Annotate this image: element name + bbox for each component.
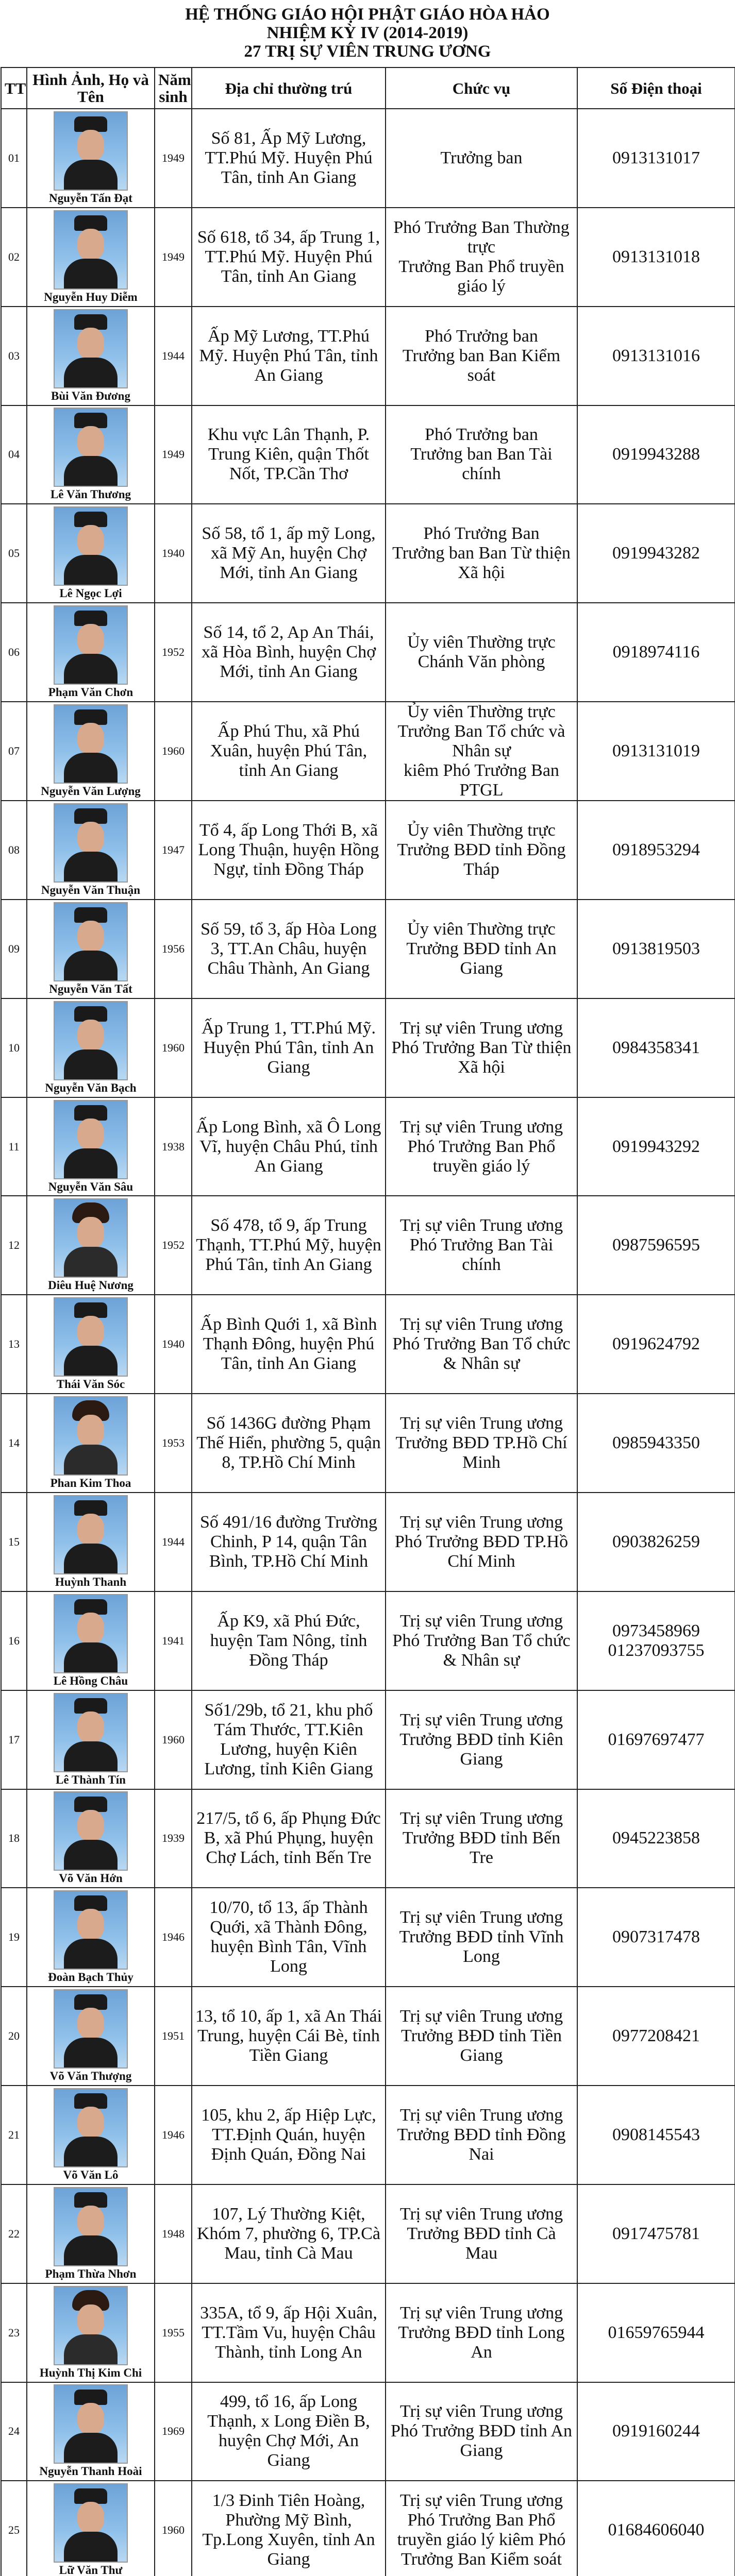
portrait-block [30,704,151,798]
cell-phone: 0913131016 [577,307,735,405]
table-row [1,2481,735,2576]
cell-address: Số 14, tổ 2, Ap An Thái, xã Hòa Bình, huyện Chợ Mới, tỉnh An Giang [192,603,386,702]
cell-photo-name [27,208,155,307]
cell-year: 1953 [155,1394,192,1493]
portrait-block [30,1198,151,1292]
cell-address: Ấp Long Bình, xã Ô Long Vĩ, huyện Châu Phú, tỉnh An Giang [192,1097,386,1196]
col-year: Năm sinh [155,67,192,109]
cell-tt: 16 [1,1591,27,1690]
cell-tt: 03 [1,307,27,405]
cell-tt: 05 [1,504,27,603]
portrait-photo [54,1100,128,1179]
cell-phone: 0913131019 [577,702,735,801]
col-tt: TT [1,67,27,109]
portrait-photo [54,1989,128,2069]
cell-position: Trị sự viên Trung ương Phó Trưởng Ban Từ thiện Xã hội [386,998,577,1097]
cell-position: Trị sự viên Trung ương Phó Trưởng Ban Phổ truyền giáo lý kiêm Phó Trưởng Ban Kiểm soát [386,2481,577,2576]
cell-year: 1969 [155,2382,192,2481]
cell-position: Trị sự viên Trung ương Trưởng BĐD tỉnh Bến Tre [386,1789,577,1888]
portrait-block [30,1297,151,1391]
cell-tt: 14 [1,1394,27,1493]
cell-year: 1960 [155,2481,192,2576]
cell-phone: 0984358341 [577,998,735,1097]
cell-tt: 10 [1,998,27,1097]
portrait-photo [54,210,128,290]
portrait-block [30,2187,151,2281]
cell-year: 1946 [155,1888,192,1987]
cell-year: 1948 [155,2184,192,2283]
cell-photo-name [27,1097,155,1196]
table-row [1,2086,735,2184]
cell-tt: 09 [1,900,27,998]
table-row [1,504,735,603]
cell-photo-name [27,2382,155,2481]
cell-tt: 02 [1,208,27,307]
portrait-photo [54,704,128,784]
cell-year: 1944 [155,307,192,405]
cell-phone: 01684606040 [577,2481,735,2576]
cell-position: Ủy viên Thường trực Chánh Văn phòng [386,603,577,702]
portrait-photo [54,605,128,685]
portrait-block [30,1396,151,1490]
cell-photo-name [27,1493,155,1591]
portrait-block [30,1791,151,1885]
member-name: Phạm Văn Chơn [48,686,133,699]
portrait-photo [54,1495,128,1574]
cell-phone: 0913819503 [577,900,735,998]
cell-phone: 0919943282 [577,504,735,603]
portrait-photo [54,309,128,388]
cell-photo-name [27,603,155,702]
cell-photo-name [27,1789,155,1888]
cell-photo-name [27,405,155,504]
cell-position: Phó Trưởng ban Trưởng ban Ban Kiểm soát [386,307,577,405]
cell-photo-name [27,2184,155,2283]
cell-address: Số1/29b, tổ 21, khu phố Tám Thước, TT.Kiên Lương, huyện Kiên Lương, tỉnh Kiên Giang [192,1690,386,1789]
member-name: Lữ Văn Thư [59,2564,123,2576]
cell-phone: 0918974116 [577,603,735,702]
cell-year: 1949 [155,109,192,208]
cell-address: 499, tổ 16, ấp Long Thạnh, x Long Điền B, huyện Chợ Mới, An Giang [192,2382,386,2481]
header-line-3: 27 TRỊ SỰ VIÊN TRUNG ƯƠNG [244,42,491,61]
cell-year: 1947 [155,801,192,900]
member-name: Thái Văn Sóc [56,1378,125,1391]
document-header [0,0,735,67]
member-name: Võ Văn Thượng [49,2070,132,2083]
cell-phone: 0918953294 [577,801,735,900]
cell-address: Ấp Mỹ Lương, TT.Phú Mỹ. Huyện Phú Tân, tỉnh An Giang [192,307,386,405]
header-line-1: HỆ THỐNG GIÁO HỘI PHẬT GIÁO HÒA HẢO [185,5,550,24]
cell-address: Số 1436G đường Phạm Thế Hiển, phường 5, quận 8, TP.Hồ Chí Minh [192,1394,386,1493]
cell-tt: 17 [1,1690,27,1789]
cell-year: 1939 [155,1789,192,1888]
cell-photo-name [27,2481,155,2576]
cell-tt: 08 [1,801,27,900]
cell-year: 1938 [155,1097,192,1196]
cell-year: 1952 [155,1196,192,1295]
table-row [1,2184,735,2283]
cell-photo-name [27,900,155,998]
cell-position: Phó Trưởng Ban Thường trực Trưởng Ban Phổ truyền giáo lý [386,208,577,307]
portrait-block [30,1890,151,1984]
members-table [1,67,735,2576]
portrait-block [30,2384,151,2478]
portrait-photo [54,803,128,883]
table-row [1,1789,735,1888]
cell-year: 1946 [155,2086,192,2184]
table-row [1,1987,735,2086]
header-line-2: NHIỆM KỲ IV (2014-2019) [266,24,469,42]
cell-photo-name [27,801,155,900]
table-row [1,1295,735,1394]
cell-year: 1960 [155,1690,192,1789]
cell-tt: 18 [1,1789,27,1888]
cell-photo-name [27,504,155,603]
cell-address: Ấp Bình Quới 1, xã Bình Thạnh Đông, huyện Phú Tân, tỉnh An Giang [192,1295,386,1394]
cell-photo-name [27,998,155,1097]
cell-address: 1/3 Đinh Tiên Hoàng, Phường Mỹ Bình, Tp.Long Xuyên, tỉnh An Giang [192,2481,386,2576]
cell-year: 1949 [155,405,192,504]
cell-phone: 0919160244 [577,2382,735,2481]
cell-position: Ủy viên Thường trực Trưởng BĐD tỉnh An Giang [386,900,577,998]
portrait-photo [54,1693,128,1772]
member-name: Diêu Huệ Nương [48,1279,133,1292]
cell-address: Số 491/16 đường Trường Chinh, P 14, quận Tân Bình, TP.Hồ Chí Minh [192,1493,386,1591]
portrait-block [30,605,151,699]
cell-position: Trị sự viên Trung ương Trưởng BĐD tỉnh Kiên Giang [386,1690,577,1789]
table-row [1,603,735,702]
member-name: Võ Văn Lô [63,2168,119,2181]
cell-phone: 0908145543 [577,2086,735,2184]
cell-address: Số 618, tổ 34, ấp Trung 1, TT.Phú Mỹ. Huyện Phú Tân, tỉnh An Giang [192,208,386,307]
portrait-block [30,2483,151,2576]
cell-tt: 19 [1,1888,27,1987]
portrait-block [30,1989,151,2083]
cell-year: 1960 [155,702,192,801]
cell-phone: 0903826259 [577,1493,735,1591]
cell-year: 1952 [155,603,192,702]
cell-phone: 0987596595 [577,1196,735,1295]
cell-address: 13, tổ 10, ấp 1, xã An Thái Trung, huyện Cái Bè, tỉnh Tiền Giang [192,1987,386,2086]
cell-photo-name [27,109,155,208]
member-name: Võ Văn Hớn [59,1872,123,1885]
member-name: Đoàn Bạch Thủy [48,1971,133,1984]
cell-phone: 0913131017 [577,109,735,208]
member-name: Nguyễn Thanh Hoài [39,2465,142,2478]
cell-year: 1960 [155,998,192,1097]
table-row [1,208,735,307]
cell-position: Trị sự viên Trung ương Phó Trưởng BĐD TP.Hồ Chí Minh [386,1493,577,1591]
table-row [1,2382,735,2481]
cell-phone: 0919943292 [577,1097,735,1196]
portrait-photo [54,1396,128,1476]
cell-position: Trị sự viên Trung ương Trưởng BĐD tỉnh Vĩnh Long [386,1888,577,1987]
member-name: Bùi Văn Đương [51,389,130,402]
cell-tt: 01 [1,109,27,208]
member-name: Lê Văn Thương [50,488,131,501]
cell-photo-name [27,1196,155,1295]
cell-position: Trị sự viên Trung ương Trưởng BĐD tỉnh Cà Mau [386,2184,577,2283]
portrait-photo [54,111,128,191]
cell-photo-name [27,1888,155,1987]
member-name: Huỳnh Thanh [55,1575,127,1588]
table-row [1,1196,735,1295]
portrait-photo [54,2088,128,2167]
cell-tt: 24 [1,2382,27,2481]
portrait-block [30,111,151,205]
cell-tt: 07 [1,702,27,801]
cell-year: 1940 [155,504,192,603]
member-name: Nguyễn Tấn Đạt [49,191,132,205]
table-row [1,405,735,504]
portrait-photo [54,408,128,487]
cell-address: 10/70, tổ 13, ấp Thành Quới, xã Thành Đông, huyện Bình Tân, Vĩnh Long [192,1888,386,1987]
table-row [1,1493,735,1591]
table-row [1,1591,735,1690]
member-name: Lê Thành Tín [56,1773,126,1786]
table-row [1,307,735,405]
cell-year: 1940 [155,1295,192,1394]
cell-tt: 20 [1,1987,27,2086]
member-name: Nguyễn Văn Sâu [48,1180,133,1193]
cell-tt: 23 [1,2283,27,2382]
portrait-block [30,1693,151,1787]
portrait-block [30,506,151,600]
cell-phone: 0919624792 [577,1295,735,1394]
portrait-photo [54,2286,128,2365]
cell-photo-name [27,307,155,405]
portrait-block [30,902,151,996]
cell-tt: 21 [1,2086,27,2184]
member-name: Nguyễn Huy Diễm [44,290,138,303]
portrait-photo [54,1890,128,1970]
portrait-photo [54,2384,128,2464]
cell-phone: 0907317478 [577,1888,735,1987]
member-name: Lê Hồng Châu [53,1674,128,1687]
cell-address: 105, khu 2, ấp Hiệp Lực, TT.Định Quán, huyện Định Quán, Đồng Nai [192,2086,386,2184]
cell-position: Trị sự viên Trung ương Trưởng BĐD tỉnh Long An [386,2283,577,2382]
portrait-photo [54,1594,128,1673]
col-photo-name: Hình Ảnh, Họ và Tên [27,67,155,109]
table-header-row [1,67,735,109]
cell-address: 107, Lý Thường Kiệt, Khóm 7, phường 6, TP.Cà Mau, tỉnh Cà Mau [192,2184,386,2283]
cell-address: Ấp K9, xã Phú Đức, huyện Tam Nông, tỉnh Đồng Tháp [192,1591,386,1690]
portrait-block [30,309,151,403]
member-name: Lê Ngọc Lợi [59,587,122,600]
cell-address: Ấp Trung 1, TT.Phú Mỹ. Huyện Phú Tân, tỉnh An Giang [192,998,386,1097]
table-row [1,2283,735,2382]
member-name: Nguyễn Văn Thuận [41,883,141,896]
member-name: Huỳnh Thị Kim Chi [39,2366,142,2379]
table-row [1,998,735,1097]
portrait-photo [54,1198,128,1278]
portrait-block [30,2088,151,2182]
cell-photo-name [27,2283,155,2382]
portrait-photo [54,2483,128,2563]
cell-phone: 0973458969 01237093755 [577,1591,735,1690]
cell-position: Trị sự viên Trung ương Phó Trưởng Ban Tổ chức & Nhân sự [386,1295,577,1394]
member-name: Phạm Thừa Nhơn [45,2267,137,2280]
cell-position: Trị sự viên Trung ương Phó Trưởng Ban Phổ truyền giáo lý [386,1097,577,1196]
cell-address: 217/5, tổ 6, ấp Phụng Đức B, xã Phú Phụng, huyện Chợ Lách, tỉnh Bến Tre [192,1789,386,1888]
portrait-block [30,408,151,501]
cell-year: 1944 [155,1493,192,1591]
portrait-block [30,2286,151,2380]
table-row [1,1097,735,1196]
cell-phone: 01697697477 [577,1690,735,1789]
cell-photo-name [27,1394,155,1493]
cell-year: 1949 [155,208,192,307]
col-phone: Số Điện thoại [577,67,735,109]
table-row [1,900,735,998]
cell-address: 335A, tổ 9, ấp Hội Xuân, TT.Tầm Vu, huyện Châu Thành, tỉnh Long An [192,2283,386,2382]
table-row [1,702,735,801]
cell-tt: 22 [1,2184,27,2283]
cell-phone: 0985943350 [577,1394,735,1493]
cell-phone: 01659765944 [577,2283,735,2382]
cell-position: Phó Trưởng ban Trưởng ban Ban Tài chính [386,405,577,504]
portrait-block [30,1594,151,1688]
cell-tt: 11 [1,1097,27,1196]
cell-photo-name [27,2086,155,2184]
cell-phone: 0917475781 [577,2184,735,2283]
portrait-block [30,1001,151,1095]
cell-year: 1941 [155,1591,192,1690]
cell-tt: 15 [1,1493,27,1591]
cell-address: Số 59, tổ 3, ấp Hòa Long 3, TT.An Châu, huyện Châu Thành, An Giang [192,900,386,998]
cell-address: Số 478, tổ 9, ấp Trung Thạnh, TT.Phú Mỹ, huyện Phú Tân, tỉnh An Giang [192,1196,386,1295]
portrait-photo [54,1791,128,1871]
cell-phone: 0945223858 [577,1789,735,1888]
cell-year: 1951 [155,1987,192,2086]
cell-position: Trị sự viên Trung ương Phó Trưởng Ban Tài chính [386,1196,577,1295]
cell-address: Ấp Phú Thu, xã Phú Xuân, huyện Phú Tân, tỉnh An Giang [192,702,386,801]
cell-position: Phó Trưởng Ban Trưởng ban Ban Từ thiện Xã hội [386,504,577,603]
table-body [1,109,735,2576]
cell-photo-name [27,1591,155,1690]
portrait-photo [54,2187,128,2266]
cell-photo-name [27,1690,155,1789]
table-row [1,801,735,900]
cell-position: Trị sự viên Trung ương Trưởng BĐD TP.Hồ Chí Minh [386,1394,577,1493]
cell-position: Trị sự viên Trung ương Trưởng BĐD tỉnh Đồng Nai [386,2086,577,2184]
table-row [1,1690,735,1789]
member-name: Nguyễn Văn Tất [49,982,132,995]
cell-address: Khu vực Lân Thạnh, P. Trung Kiên, quận Thốt Nốt, TP.Cần Thơ [192,405,386,504]
col-address: Địa chỉ thường trú [192,67,386,109]
cell-year: 1955 [155,2283,192,2382]
member-name: Nguyễn Văn Bạch [45,1081,137,1094]
cell-phone: 0919943288 [577,405,735,504]
portrait-photo [54,506,128,586]
cell-phone: 0977208421 [577,1987,735,2086]
cell-position: Ủy viên Thường trực Trưởng BĐD tỉnh Đồng Tháp [386,801,577,900]
cell-tt: 04 [1,405,27,504]
cell-address: Tổ 4, ấp Long Thới B, xã Long Thuận, huyện Hồng Ngự, tỉnh Đồng Tháp [192,801,386,900]
portrait-photo [54,1297,128,1377]
cell-photo-name [27,702,155,801]
cell-position: Trị sự viên Trung ương Trưởng BĐD tỉnh Tiền Giang [386,1987,577,2086]
cell-position: Trị sự viên Trung ương Phó Trưởng BĐD tỉnh An Giang [386,2382,577,2481]
table-row [1,1888,735,1987]
cell-address: Số 58, tổ 1, ấp mỹ Long, xã Mỹ An, huyện Chợ Mới, tỉnh An Giang [192,504,386,603]
cell-photo-name [27,1295,155,1394]
cell-position: Trưởng ban [386,109,577,208]
cell-photo-name [27,1987,155,2086]
member-name: Nguyễn Văn Lượng [41,785,141,798]
cell-position: Trị sự viên Trung ương Phó Trưởng Ban Tổ chức & Nhân sự [386,1591,577,1690]
cell-tt: 13 [1,1295,27,1394]
portrait-photo [54,1001,128,1080]
portrait-photo [54,902,128,981]
portrait-block [30,803,151,897]
cell-tt: 12 [1,1196,27,1295]
table-row [1,109,735,208]
cell-year: 1956 [155,900,192,998]
cell-address: Số 81, Ấp Mỹ Lương, TT.Phú Mỹ. Huyện Phú Tân, tỉnh An Giang [192,109,386,208]
cell-position: Ủy viên Thường trực Trưởng Ban Tổ chức và Nhân sự kiêm Phó Trưởng Ban PTGL [386,702,577,801]
member-name: Phan Kim Thoa [50,1477,131,1490]
portrait-block [30,1495,151,1589]
cell-phone: 0913131018 [577,208,735,307]
col-position: Chức vụ [386,67,577,109]
cell-tt: 06 [1,603,27,702]
portrait-block [30,210,151,304]
cell-tt: 25 [1,2481,27,2576]
portrait-block [30,1100,151,1194]
table-row [1,1394,735,1493]
